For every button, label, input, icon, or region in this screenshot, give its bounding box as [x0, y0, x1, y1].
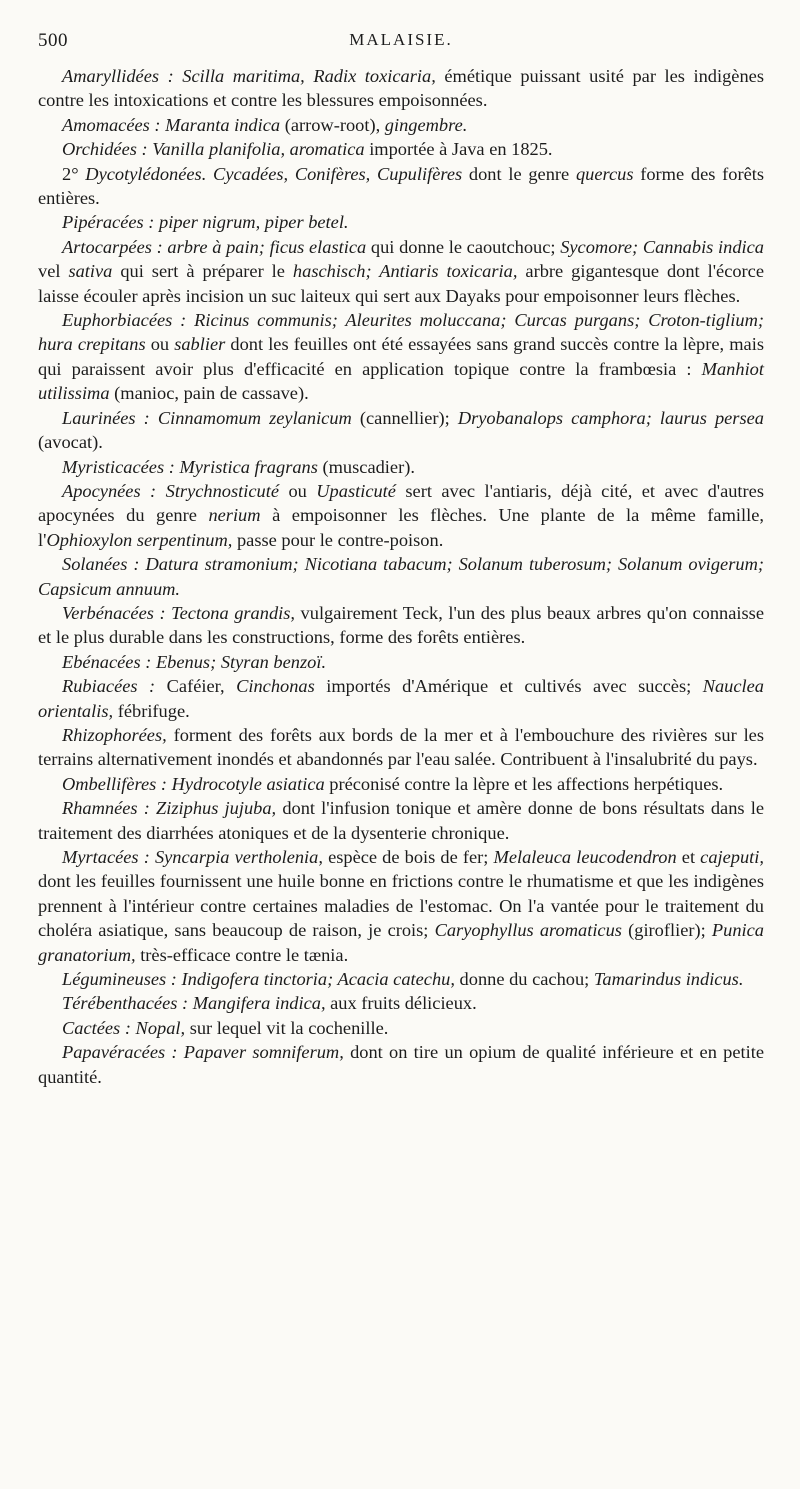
- text-run: émétique puissant usité par les indigènes contre les intoxications et contre les blessures empoisonnées.: [38, 66, 764, 111]
- text-run: (muscadier).: [317, 456, 415, 477]
- text-run: Caféier,: [166, 676, 237, 697]
- italic-run: Verbénacées :: [62, 602, 172, 623]
- italic-run: Myrtacées :: [62, 847, 155, 867]
- italic-run: Cactées :: [62, 1017, 136, 1038]
- text-run: passe pour le contre-poison.: [232, 529, 444, 550]
- italic-run: Orchidées :: [62, 139, 153, 160]
- text-run: vulgairement Teck, l'un des plus beaux arbres qu'on connaisse et le plus durable dans les constructions, forme des forêts entières.: [38, 602, 764, 648]
- italic-run: Punica granatorium,: [38, 920, 764, 965]
- italic-run: Cinnamomum zeylanicum: [157, 407, 352, 428]
- italic-run: Ziziphus jujuba,: [156, 798, 277, 819]
- text-run: ou: [279, 480, 317, 501]
- text-run: à empoisonner les flèches. Une plante de la même famille, l': [38, 505, 764, 550]
- running-head: [38, 28, 764, 58]
- text-run: dont l'infusion tonique et amère donne de bons résultats dans le traitement des diarrhées atoniques et de la dysenterie chronique.: [38, 798, 765, 843]
- italic-run: Laurinées :: [62, 407, 158, 428]
- text-run: forme des forêts entières.: [38, 163, 765, 209]
- paragraph: [38, 1016, 764, 1040]
- italic-run: Papavéracées :: [62, 1042, 184, 1063]
- text-run: préconisé contre la lèpre et les affections herpétiques.: [324, 773, 724, 794]
- paragraph: [38, 772, 764, 796]
- italic-run: Rubiacées :: [62, 676, 167, 697]
- paragraph: [38, 113, 764, 137]
- text-run: forment des forêts aux bords de la mer et à l'embouchure des rivières sur les terrains alternativement inondés et abandonnés par l'eau salée. Contribuent à l'insalubrité du pays.: [38, 724, 764, 770]
- italic-run: Maranta indica: [165, 114, 281, 135]
- italic-run: Ricinus communis; Aleurites moluccana; Curcas purgans; Croton-tiglium; hura crepitans: [38, 310, 764, 355]
- italic-run: cajeputi,: [700, 847, 764, 867]
- italic-run: Ombellifères :: [62, 773, 172, 794]
- paragraph: [38, 674, 764, 723]
- text-run: importée à Java en 1825.: [364, 139, 553, 160]
- italic-run: Ebénacées :: [62, 651, 156, 672]
- italic-run: Tectona grandis,: [171, 602, 296, 623]
- italic-run: Indigofera tinctoria; Acacia catechu,: [181, 969, 455, 990]
- paragraph: [38, 601, 764, 650]
- text-run: qui donne le caoutchouc;: [366, 236, 561, 257]
- paragraph: [38, 479, 764, 552]
- paragraph: [38, 796, 764, 845]
- paragraph: [38, 723, 764, 772]
- italic-run: Rhamnées :: [62, 798, 157, 819]
- italic-run: Scilla maritima, Radix toxicaria,: [182, 66, 436, 86]
- paragraph: [38, 967, 764, 991]
- italic-run: Myristica fragrans: [179, 456, 318, 477]
- text-run: très-efficace contre le tænia.: [135, 944, 349, 965]
- italic-run: Hydrocotyle asiatica: [171, 773, 325, 794]
- italic-run: Amaryllidées :: [62, 66, 183, 86]
- text-run: arbre gigantesque dont l'écorce laisse écouler après incision un suc laiteux qui sert aux Dayaks pour empoisonner leurs flèches.: [38, 261, 764, 306]
- italic-run: Pipéracées :: [62, 212, 160, 233]
- paragraph: [38, 1040, 764, 1089]
- paragraph: [38, 455, 764, 479]
- text-run: dont on tire un opium de qualité inférieure et en petite quantité.: [38, 1042, 765, 1087]
- body-text: [38, 64, 764, 1089]
- paragraph: [38, 845, 764, 967]
- italic-run: sativa: [68, 261, 113, 282]
- text-run: (cannellier);: [351, 407, 458, 428]
- text-run: et: [676, 847, 701, 867]
- text-run: (giroflier);: [621, 920, 712, 941]
- italic-run: Térébenthacées :: [62, 993, 193, 1014]
- text-run: dont le genre: [462, 163, 576, 184]
- paragraph: [38, 650, 764, 674]
- italic-run: quercus: [575, 163, 634, 184]
- page-number: 500: [38, 30, 68, 51]
- italic-run: Caryophyllus aromaticus: [434, 920, 622, 941]
- italic-run: Papaver somniferum,: [183, 1042, 344, 1063]
- italic-run: Rhizophorées,: [62, 724, 167, 745]
- text-run: sur lequel vit la cochenille.: [185, 1017, 389, 1038]
- italic-run: Dryobanalops camphora; laurus persea: [457, 407, 764, 428]
- italic-run: Ebenus; Styran benzoï.: [155, 651, 327, 672]
- italic-run: Ophioxylon serpentinum,: [46, 529, 233, 550]
- italic-run: Légumineuses :: [62, 969, 182, 990]
- italic-run: Mangifera indica,: [192, 993, 326, 1014]
- italic-run: Solanées :: [62, 554, 146, 575]
- text-run: dont les feuilles ont été essayées sans grand succès contre la lèpre, mais qui paraissent avoir plus d'efficacité en application topique contre la frambœsia :: [38, 334, 764, 379]
- italic-run: Dycotylédonées. Cycadées, Conifères, Cupulifères: [85, 163, 463, 184]
- paragraph: [38, 137, 764, 161]
- text-run: (arrow-root),: [280, 114, 385, 135]
- text-run: fébrifuge.: [113, 700, 190, 721]
- italic-run: Myristicacées :: [62, 456, 180, 477]
- text-run: importés d'Amérique et cultivés avec succès;: [314, 676, 703, 697]
- italic-run: Amomacées :: [62, 114, 166, 135]
- text-run: ou: [145, 334, 175, 355]
- paragraph: [38, 235, 764, 308]
- text-run: (avocat).: [38, 432, 103, 453]
- italic-run: Apocynées :: [62, 480, 166, 501]
- italic-run: Sycomore; Cannabis indica: [560, 236, 764, 257]
- paragraph: [38, 991, 764, 1015]
- text-run: 2°: [62, 163, 86, 184]
- paragraph: [38, 210, 764, 234]
- text-run: aux fruits délicieux.: [325, 993, 477, 1014]
- italic-run: Manhiot utilissima: [38, 358, 764, 404]
- text-run: espèce de bois de fer;: [322, 847, 494, 867]
- italic-run: Artocarpées :: [62, 236, 168, 257]
- italic-run: arbre à pain; ficus elastica: [167, 236, 367, 257]
- text-run: donne du cachou;: [454, 969, 594, 990]
- italic-run: sablier: [174, 334, 226, 355]
- italic-run: gingembre.: [384, 114, 468, 135]
- paragraph: [38, 64, 764, 113]
- text-run: sert avec l'antiaris, déjà cité, et avec d'autres apocynées du genre: [38, 480, 764, 526]
- paragraph: [38, 162, 764, 211]
- italic-run: piper nigrum, piper betel.: [159, 212, 349, 233]
- italic-run: Strychnosticuté: [165, 480, 280, 501]
- text-run: vel: [38, 261, 69, 282]
- paragraph: [38, 308, 764, 406]
- italic-run: Datura stramonium; Nicotiana tabacum; Solanum tuberosum; Solanum ovigerum; Capsicum annuum.: [38, 554, 764, 599]
- italic-run: Nauclea orientalis,: [38, 676, 764, 721]
- italic-run: Vanilla planifolia, aromatica: [152, 139, 365, 160]
- text-run: (manioc, pain de cassave).: [109, 383, 309, 404]
- text-run: dont les feuilles fournissent une huile bonne en frictions contre le rhumatisme et que les indigènes prennent à l'intérieur contre certaines maladies de l'estomac. On l'a vantée pour le traitement du choléra asiatique, sans beaucoup de raison, je crois;: [38, 871, 764, 941]
- italic-run: Nopal,: [135, 1017, 186, 1038]
- text-run: qui sert à préparer le: [112, 261, 293, 282]
- italic-run: haschisch; Antiaris toxicaria,: [292, 261, 518, 282]
- italic-run: Tamarindus indicus.: [593, 969, 744, 990]
- italic-run: Cinchonas: [236, 676, 315, 697]
- paragraph: [38, 406, 764, 455]
- italic-run: Melaleuca leucodendron: [493, 847, 677, 867]
- italic-run: nerium: [208, 505, 261, 526]
- italic-run: Upasticuté: [316, 480, 396, 501]
- paragraph: [38, 552, 764, 601]
- italic-run: Euphorbiacées :: [62, 310, 195, 331]
- running-title: MALAISIE.: [349, 30, 453, 49]
- italic-run: Syncarpia vertholenia,: [154, 847, 323, 867]
